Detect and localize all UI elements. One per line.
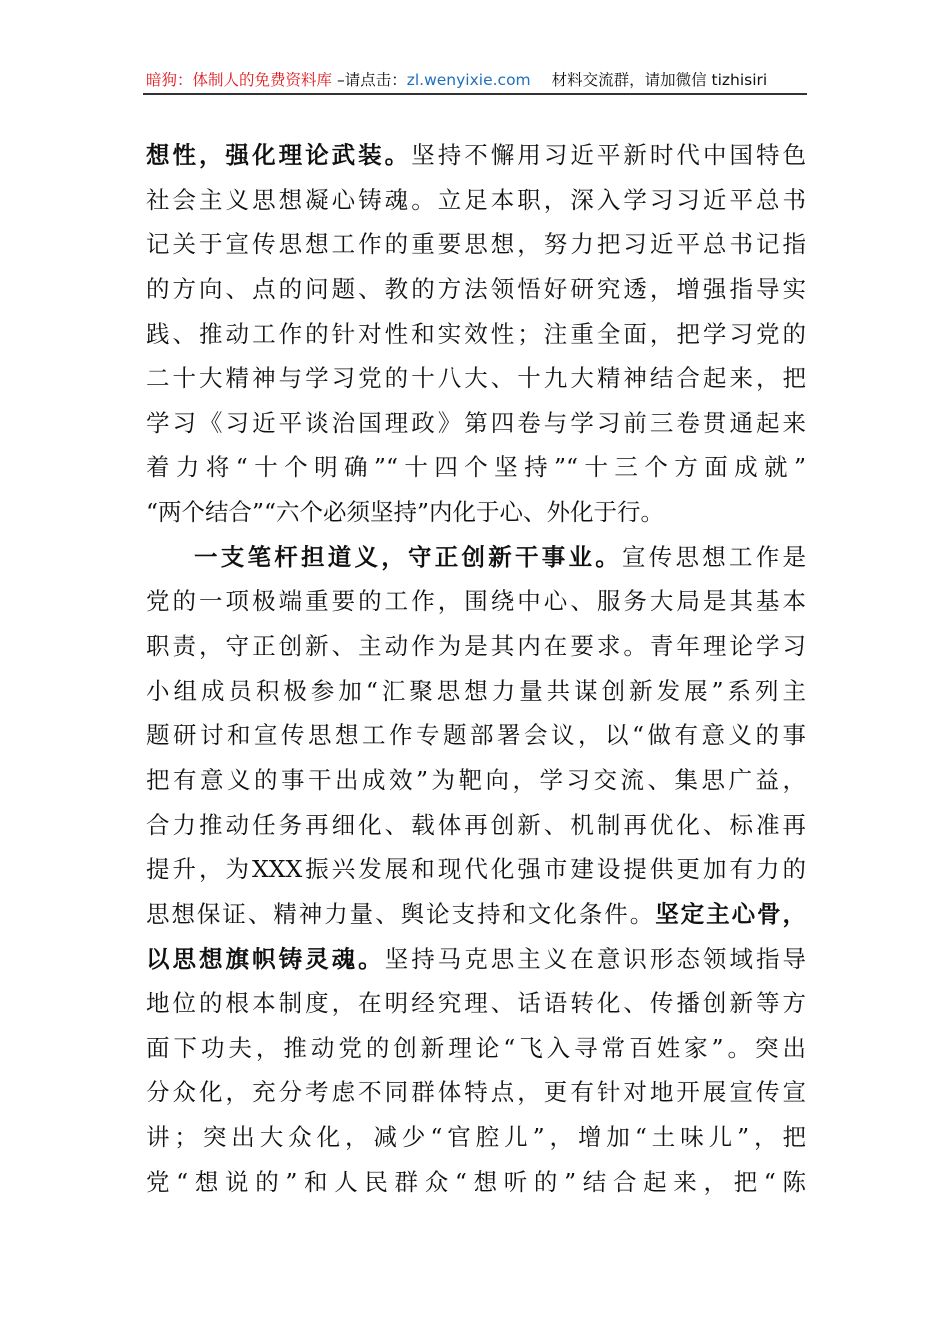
text-line	[146, 713, 806, 758]
body-text: 题研讨和宣传思想工作专题部署会议，以“做有意义的事	[146, 721, 806, 750]
header-link[interactable]: zl.wenyixie.com	[406, 71, 531, 89]
bold-heading-text: 想性，强化理论武装。	[146, 141, 412, 169]
text-line	[146, 1115, 806, 1160]
text-line	[146, 803, 806, 848]
text-line	[146, 981, 806, 1026]
text-line	[146, 133, 806, 178]
text-line	[146, 178, 806, 223]
text-line	[146, 1070, 806, 1115]
bold-heading-text: 一支笔杆担道义，守正创新干事业。	[194, 542, 622, 571]
text-line	[146, 579, 806, 624]
body-text: 践、推动工作的针对性和实效性；注重全面，把学习党的	[146, 319, 806, 348]
body-text: 合力推动任务再细化、载体再创新、机制再优化、标准再	[146, 810, 806, 839]
body-text: 把有意义的事干出成效”为靶向，学习交流、集思广益，	[146, 765, 806, 794]
text-line	[146, 356, 806, 401]
text-line	[146, 1026, 806, 1071]
body-text: 分众化，充分考虑不同群体特点，更有针对地开展宣传宣	[146, 1078, 806, 1107]
body-text: 提升，为XXX振兴发展和现代化强市建设提供更加有力的	[146, 855, 806, 884]
text-line	[146, 937, 806, 982]
body-text: 小组成员积极参加“汇聚思想力量共谋创新发展”系列主	[146, 676, 806, 705]
header-divider	[143, 93, 807, 95]
body-text: 学习《习近平谈治国理政》第四卷与学习前三卷贯通起来	[146, 408, 806, 437]
text-line	[146, 669, 806, 714]
text-line	[146, 445, 806, 490]
body-text: 党的一项极端重要的工作，围绕中心、服务大局是其基本	[146, 587, 806, 616]
text-line	[146, 312, 806, 357]
text-line	[146, 267, 806, 312]
text-line	[146, 758, 806, 803]
body-text: 面下功夫，推动党的创新理论“飞入寻常百姓家”。突出	[146, 1033, 806, 1062]
header-prompt: –请点击：	[336, 71, 407, 89]
text-line	[146, 624, 806, 669]
body-text: 记关于宣传思想工作的重要思想，努力把习近平总书记指	[146, 230, 806, 259]
body-text: 着力将“十个明确”“十四个坚持”“十三个方面成就”	[146, 453, 806, 482]
text-line	[146, 535, 806, 580]
text-line	[146, 1160, 806, 1205]
body-text: 讲；突出大众化，减少“官腔儿”，增加“土味儿”，把	[146, 1123, 806, 1152]
header-brand: 暗狗：体制人的免费资料库	[146, 71, 333, 89]
body-text: 职责，守正创新、主动作为是其内在要求。青年理论学习	[146, 632, 806, 661]
body-text: 坚持不懈用习近平新时代中国特色	[411, 141, 807, 169]
body-text: 的方向、点的问题、教的方法领悟好研究透，增强指导实	[146, 274, 806, 303]
page-header	[146, 68, 806, 92]
header-contact: 材料交流群，请加微信 tizhisiri	[551, 71, 768, 89]
text-line	[146, 222, 806, 267]
body-text: 思想保证、精神力量、舆论支持和文化条件。	[146, 899, 656, 928]
text-line	[146, 401, 806, 446]
text-line	[146, 490, 806, 535]
body-text: “两个结合”“六个必须坚持”内化于心、外化于行。	[146, 498, 665, 527]
body-text: 社会主义思想凝心铸魂。立足本职，深入学习习近平总书	[146, 185, 806, 214]
text-line	[146, 847, 806, 892]
bold-heading-text: 以思想旗帜铸灵魂。	[146, 944, 385, 973]
document-body	[146, 133, 806, 1204]
body-text: 地位的根本制度，在明经究理、话语转化、传播创新等方	[146, 989, 806, 1018]
body-text: 党“想说的”和人民群众“想听的”结合起来，把“陈	[146, 1167, 806, 1196]
body-text: 宣传思想工作是	[622, 542, 806, 571]
bold-heading-text: 坚定主心骨，	[655, 899, 807, 928]
body-text: 坚持马克思主义在意识形态领域指导	[384, 944, 806, 973]
text-line	[146, 892, 806, 937]
body-text: 二十大精神与学习党的十八大、十九大精神结合起来，把	[146, 364, 806, 393]
